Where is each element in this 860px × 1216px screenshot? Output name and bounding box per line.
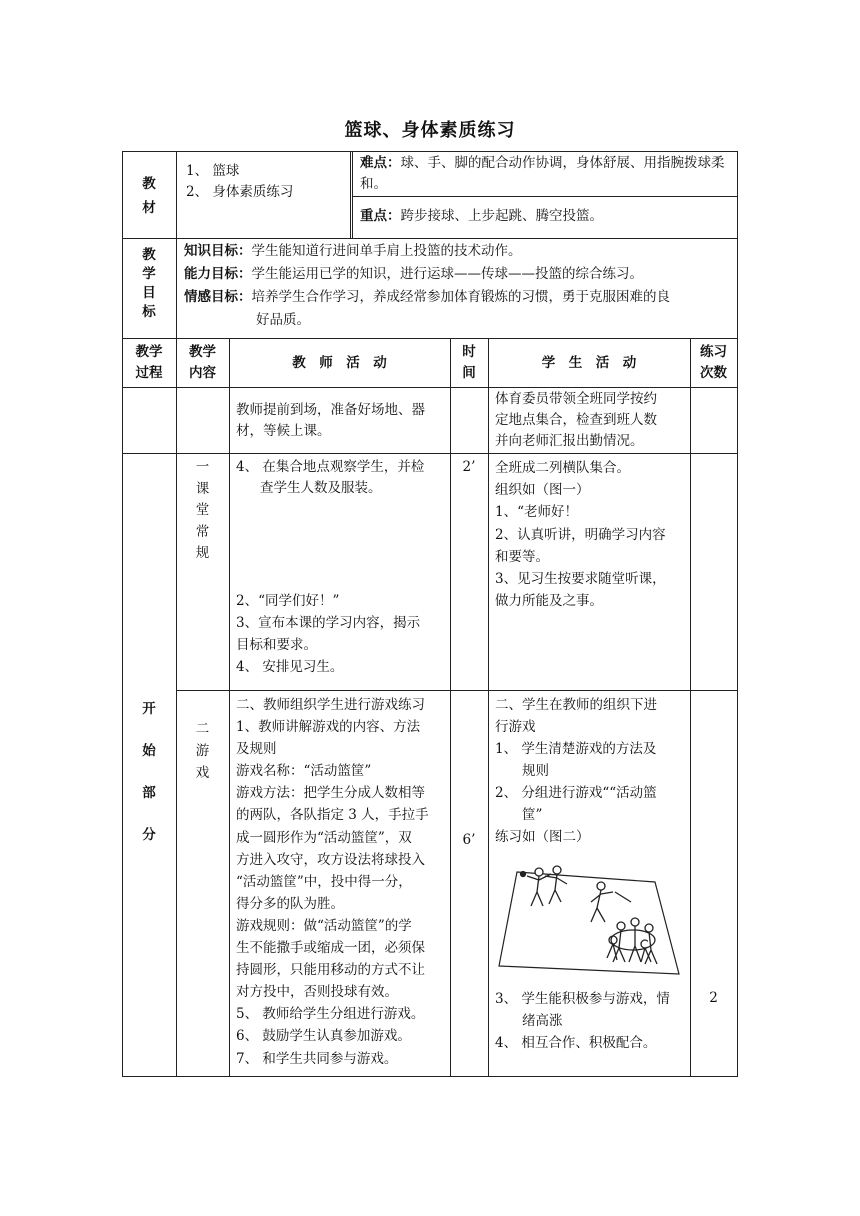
table-border [176, 690, 738, 691]
objectives-label: 教 学 目 标 [142, 247, 156, 320]
pre-teacher-activity: 教师提前到场，准备好场地、器 材，等候上课。 [236, 402, 425, 439]
table-border [229, 338, 230, 1076]
table-border [690, 338, 691, 1076]
table-border [122, 151, 738, 152]
header-count: 练习 次数 [700, 344, 727, 381]
key-point: 重点：跨步接球、上步起跳、腾空投篮。 [360, 208, 603, 224]
material-label: 教 材 [142, 176, 156, 216]
table-border [122, 387, 738, 388]
material-list: 1、 篮球 2、 身体素质练习 [186, 163, 294, 200]
table-border [450, 338, 451, 1076]
table-border [122, 338, 738, 339]
section-label-start: 开 始 部 分 [142, 701, 156, 843]
table-border [176, 338, 177, 1076]
routine-teacher-a: 4、 在集合地点观察学生，并检 查学生人数及服装。 [236, 459, 425, 496]
table-border [353, 196, 737, 197]
header-process: 教学 过程 [135, 344, 163, 381]
game-count: 2 [709, 990, 718, 1006]
game-student-results: 3、 学生能积极参与游戏，情 绪高涨 4、 相互合作、积极配合。 [495, 991, 670, 1051]
table-border [122, 453, 738, 454]
header-teacher: 教 师 活 动 [292, 355, 387, 371]
header-content: 教学 内容 [189, 344, 216, 381]
table-border [176, 151, 177, 338]
game-student-activity: 二、学生在教师的组织下进 行游戏 1、 学生清楚游戏的方法及 规则 2、 分组进行游戏““活动篮 筐” 练习如（图二） [495, 697, 657, 845]
routine-student: 全班成二列横队集合。 组织如（图一） 1、“老师好！ 2、认真听讲，明确学习内容 和要等。 3、见习生按要求随堂听课， 做力所能及之事。 [495, 460, 666, 610]
routine-teacher-b: 2、“同学们好！” 3、宣布本课的学习内容，揭示 目标和要求。 4、 安排见习生。 [236, 593, 421, 675]
game-teacher-activity: 二、教师组织学生进行游戏练习 1、教师讲解游戏的内容、方法 及规则 游戏名称：“活动篮筐” 游戏方法：把学生分成人数相等 的两队，各队指定 3 人，手拉手 成一圆形作为“活动篮筐”，双 方进入攻守，攻方设法将球投入 “活动篮筐”中，投中得一分， 得分多的队为胜。 游戏规则：做“活动篮筐”的学 生不能撒手或缩成一团，必须保 持圆形，只能用移动的方式不让 对方投中，否则投球有效。 5、 教师给学生分组进行游戏。 6、 鼓励学生认真参加游戏。 7、 和学生共同参与游戏。 [236, 697, 429, 1067]
objectives-text: 知识目标：学生能知道行进间单手肩上投篮的技术动作。 能力目标：学生能运用已学的知识，进行运球——传球——投篮的综合练习。 情感目标：培养学生合作学习，养成经常参加体育锻炼的习惯，勇于克服困难的良 好品质。 [184, 243, 670, 328]
content-routine: 一 课 堂 常 规 [195, 459, 210, 561]
content-game: 二 游 戏 [195, 721, 210, 781]
pre-student-activity: 体育委员带领全班同学按约 定地点集合，检查到班人数 并向老师汇报出勤情况。 [495, 391, 657, 449]
table-border [122, 238, 738, 239]
table-border [737, 151, 738, 1076]
game-illustration [495, 862, 683, 982]
table-border [350, 151, 353, 238]
table-border [122, 1076, 738, 1077]
table-border [488, 338, 489, 1076]
header-time: 时 间 [462, 344, 476, 381]
game-time: 6’ [462, 832, 476, 848]
page-title: 篮球、身体素质练习 [344, 120, 516, 141]
routine-time: 2’ [462, 459, 476, 475]
header-student: 学 生 活 动 [541, 355, 637, 371]
difficulty-point: 难点：球、手、脚的配合动作协调，身体舒展、用指腕拨球柔和。 [360, 155, 725, 192]
